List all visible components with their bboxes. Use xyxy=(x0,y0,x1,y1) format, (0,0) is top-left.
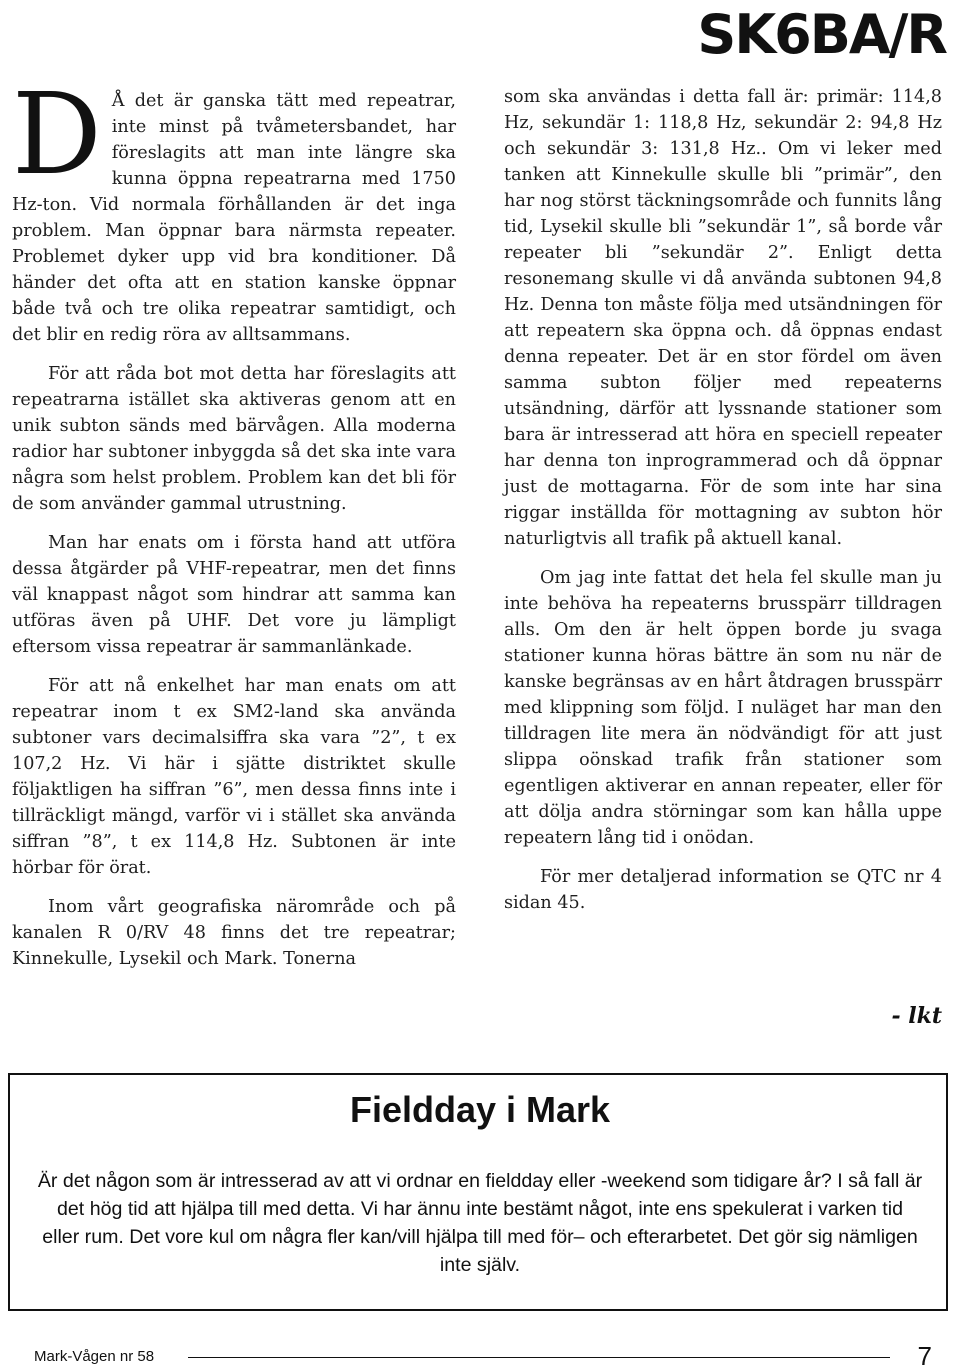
article-paragraph-8: För mer detaljerad information se QTC nr 4 sidan 45. xyxy=(504,867,942,913)
article-paragraph-7: Om jag inte fattat det hela fel skulle man ju inte behöva ha repeaterns brusspärr tilldragen alls. Om den är helt öppen borde ju svaga stationer kunna höras bättre än som nu när de kanske begränsas av en hårt åtdragen brusspärr med klippning som följd. I nuläget har man den tilldragen lite mera än nödvändigt för att just slippa oönskad trafik från stationer som egentligen aktiverar en annan repeater, eller för att dölja andra störningar som kan hålla uppe repeatern lång tid i onödan. xyxy=(504,568,942,848)
article-paragraph-2: För att råda bot mot detta har föreslagits att repeatrarna istället ska aktiveras genom att en unik subton sänds med bärvågen. Alla moderna radior har subtoner inbyggda så det ska inte vara några som helst problem. Problem kan det bli för de som använder gammal utrustning. xyxy=(12,364,456,514)
article-paragraph-3: Man har enats om i första hand att utföra dessa åtgärder på VHF-repeatrar, men det finns väl knappast något som hindrar att samma kan utföras även på UHF. Det vore ju lämpligt eftersom vissa repeatrar är sammanlänkade. xyxy=(12,533,456,657)
article-paragraph-4: För att nå enkelhet har man enats om att repeatrar inom t ex SM2-land ska använda subtoner vars decimalsiffra ska vara ”2”, t ex 107,2 Hz. Vi här i sjätte distriktet skulle följaktligen ha siffran ”6”, men dessa finns inte i tillräckligt mängd, varför vi i stället ska använda siffran ”8”, t ex 114,8 Hz. Subtonen är inte hörbar för örat. xyxy=(12,676,456,878)
article-paragraph-1 xyxy=(12,70,456,348)
notice-body: Är det någon som är intresserad av att vi ordnar en fieldday eller -weekend som tidigare år? I så fall är det hög tid att hjälpa till med detta. Vi har ännu inte bestämt något, inte ens spekulerat i varken tid eller rum. Det vore kul om några fler kan/vill hjälpa till med för– och efterarbetet. Det gör sig nämligen inte själv. xyxy=(37,1170,923,1276)
notice-title: Fieldday i Mark xyxy=(349,1089,611,1130)
page-number: 7 xyxy=(917,1341,932,1371)
author-signature: - lkt xyxy=(891,1003,942,1029)
publication-name: Mark-Vågen nr 58 xyxy=(34,1348,155,1365)
article-right-column xyxy=(504,84,942,929)
drop-cap: D xyxy=(12,70,102,200)
paragraph-text: Å det är ganska tätt med repeatrar, inte minst på tvåmetersbandet, har föreslagits att man inte längre ska kunna öppna repeatrarna med 1750 Hz-ton. Vid normala förhållanden är det inga problem. Man öppnar bara närmsta repeater. Problemet dyker upp vid bra konditioner. Då händer det ofta att en station kanske öppnar både två och tre olika repeatrar samtidigt, och det blir en redig röra av alltsammans. xyxy=(12,91,456,345)
footer-divider xyxy=(188,1357,890,1358)
article-paragraph-5: Inom vårt geografiska närområde och på kanalen R 0/RV 48 finns det tre repeatrar; Kinnekulle, Lysekil och Mark. Tonerna xyxy=(12,897,456,969)
article-left-column xyxy=(12,70,456,985)
page-title: SK6BA/R xyxy=(697,3,946,66)
article-paragraph-6: som ska användas i detta fall är: primär: 114,8 Hz, sekundär 1: 118,8 Hz, sekundär 2: 94,8 Hz och sekundär 3: 131,8 Hz.. Om vi leker med tanken att Kinnekulle skulle bli ”primär”, den har nog störst täckningsområde och funnits lång tid, Lysekil skulle bli ”sekundär 1”, så borde vår repeater bli ”sekundär 2”. Enligt detta resonemang skulle vi då använda subtonen 94,8 Hz. Denna ton måste följa med utsändningen för att repeatern ska öppna och. då öppnas endast denna repeater. Det är en stor fördel om även samma subton följer med repeaterns utsändning, därför att lyssnande stationer som bara är intresserad att höra en speciell repeater har denna ton inprogrammerad och då öppnar just de mottagarna. För de som inte har sina riggar inställda för mottagning av subton hör naturligtvis all trafik på aktuell kanal. xyxy=(504,87,942,549)
